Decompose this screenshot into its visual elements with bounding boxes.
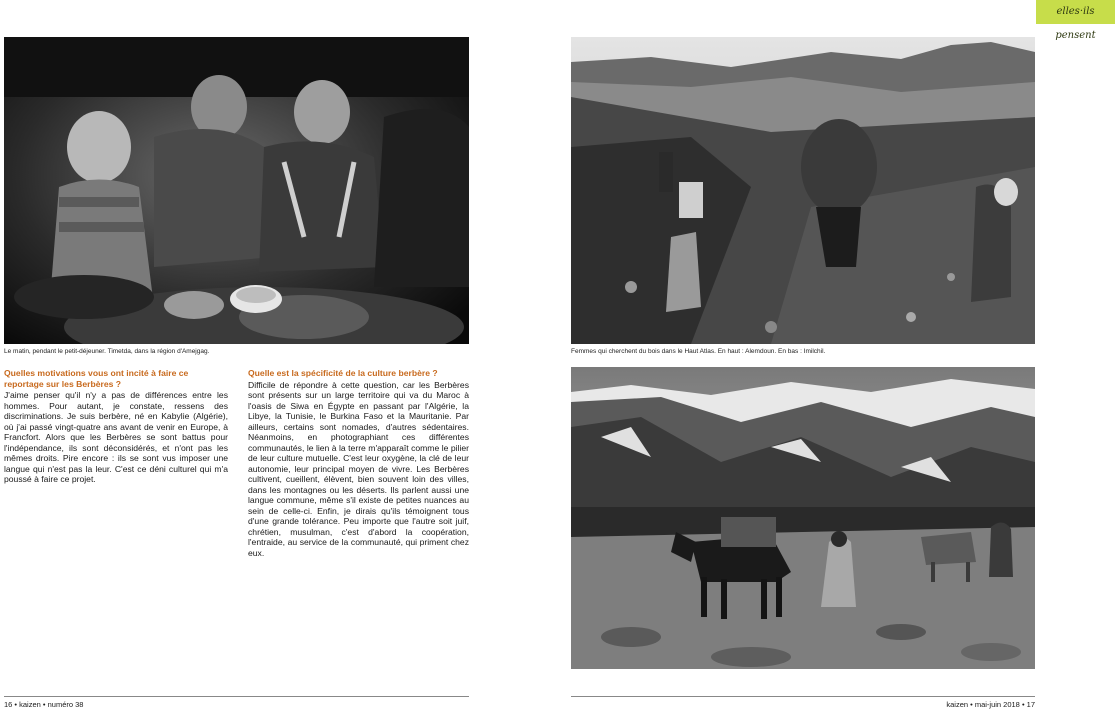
article-column-left bbox=[4, 368, 228, 485]
answer-paragraph: Difficile de répondre à cette question, car les Berbères sont présents sur un large territoire qui va du Maroc à l'oasis de Siwa en Égypte en passant par l'Algérie, la Libye, la Tunisie, le Burkina Faso et la Mauritanie. Par ailleurs, certains sont nomades, d'autres sédentaires. Néanmoins, en photographiant ces différentes communautés, le lien à la terre m'apparaît comme le pilier de leur culture mutuelle. C'est leur oxygène, la clé de leur autonomie, leur principal moyen de vivre. Les Berbères cultivent, cueillent, élèvent, bien souvent loin des villes, dans les montagnes ou les déserts. Ils parlent aussi une langue commune, même s'il existe de petites nuances au sein de celle-ci. Enfin, je dirais qu'ils témoignent tous d'une grande tolérance. Peu importe que l'autre soit juif, chrétien, musulman, c'est d'abord la coopération, l'entraide, au service de la communauté, qui priment chez eux. bbox=[248, 379, 469, 558]
photo-breakfast bbox=[4, 37, 469, 344]
photo-mules-mountains bbox=[571, 367, 1035, 669]
page-folio-left: 16 • kaizen • numéro 38 bbox=[4, 700, 84, 709]
question-heading: Quelle est la spécificité de la culture berbère ? bbox=[248, 368, 438, 378]
footer-rule-right bbox=[571, 696, 1035, 697]
article-column-right bbox=[248, 368, 469, 558]
section-tag: elles·ils pensent bbox=[1036, 0, 1115, 24]
answer-paragraph: J'aime penser qu'il n'y a pas de différences entre les hommes. Pour autant, je constate, ressens des discriminations. Je suis berbère, né en Kabylie (Algérie), où j'ai passé vingt-quatre ans avant de venir en Europe, à Francfort. Alors que les Berbères se sont battus pour l'indépendance, ils sont déconsidérés, et n'ont pas les mêmes droits. Pire encore : ils se sont vus imposer une langue qui n'est pas la leur. C'est ce déni culturel qui m'a poussé à faire ce projet. bbox=[4, 390, 228, 484]
photo-caption-right: Femmes qui cherchent du bois dans le Haut Atlas. En haut : Alemdoun. En bas : Imilchil. bbox=[571, 348, 826, 355]
photo-caption-left: Le matin, pendant le petit-déjeuner. Timetda, dans la région d'Amejgag. bbox=[4, 348, 210, 355]
page-folio-right: kaizen • mai-juin 2018 • 17 bbox=[946, 700, 1035, 709]
question-heading: Quelles motivations vous ont incité à faire ce reportage sur les Berbères ? bbox=[4, 368, 189, 389]
photo-women-wood bbox=[571, 37, 1035, 344]
footer-rule-left bbox=[4, 696, 469, 697]
